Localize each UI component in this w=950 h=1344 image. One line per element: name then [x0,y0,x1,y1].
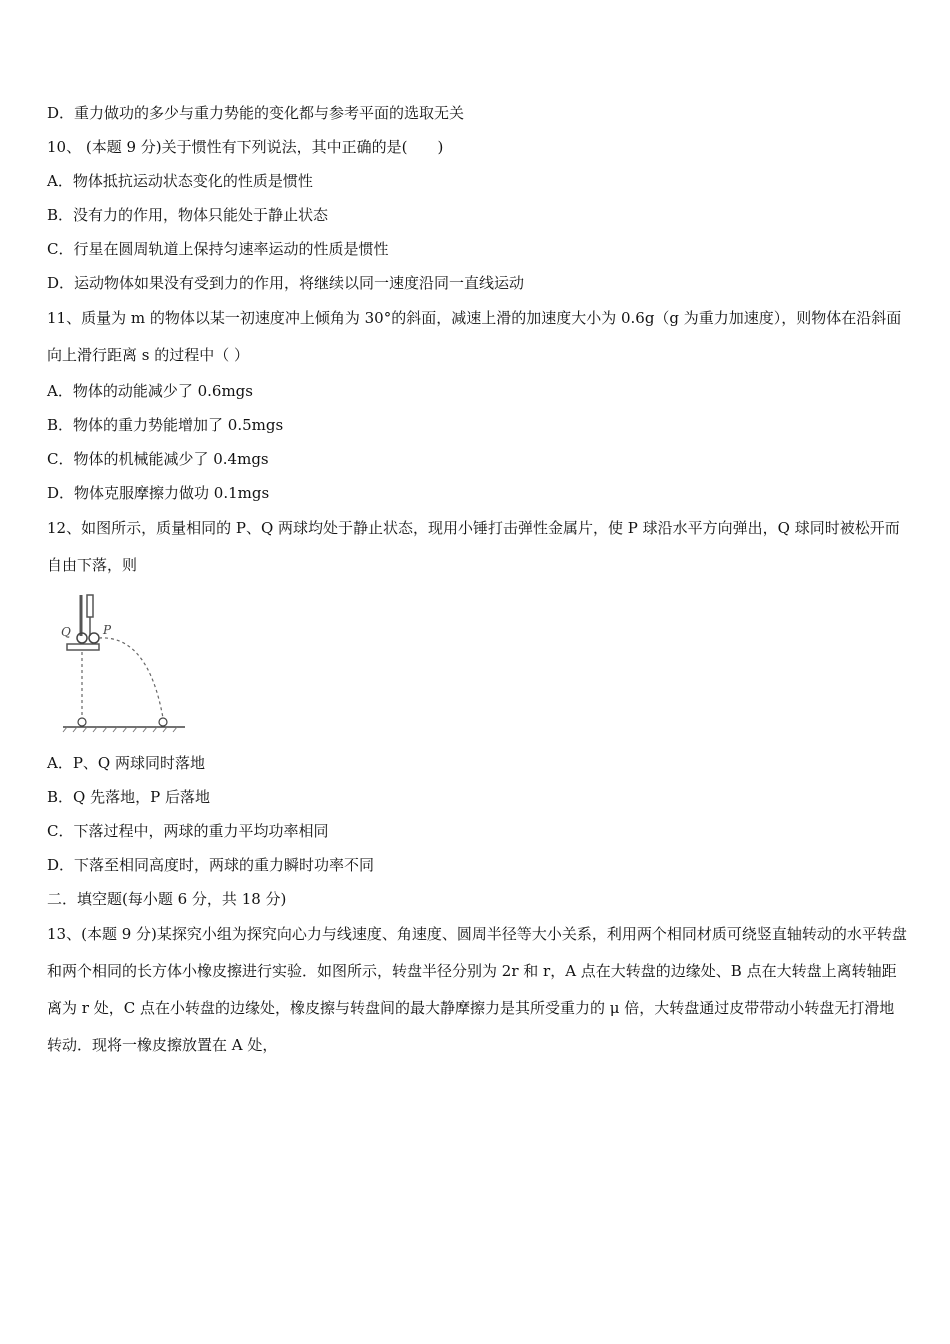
label-q: Q [61,625,71,639]
hammer-head [87,595,93,617]
q10-stem: 10、 (本题 9 分)关于惯性有下列说法，其中正确的是( ) [47,138,444,156]
ball-p [89,633,99,643]
q10-option-a: A．物体抵抗运动状态变化的性质是惯性 [47,172,313,190]
q13-stem: 13、(本题 9 分)某探究小组为探究向心力与线速度、角速度、圆周半径等大小关系，利用两个相同材质可绕竖直轴转动的水平转盘和两个相同的长方体小橡皮擦进行实验．如图所示，转盘半径分别为 2r 和 r，A 点在大转盘的边缘处、B 点在大转盘上离转轴距离为 r 处，C 点在小转盘的边缘处，橡皮擦与转盘间的最大静摩擦力是其所受重力的 μ 倍，大转盘通过皮带带动小转盘无打滑地转动．现将一橡皮擦放置在 A 处， [47,925,907,1054]
q12-stem: 12、如图所示，质量相同的 P、Q 两球均处于静止状态，现用小锤打击弹性金属片，使 P 球沿水平方向弹出，Q 球同时被松开而自由下落，则 [47,519,900,574]
q12-option-c: C．下落过程中，两球的重力平均功率相同 [47,822,329,840]
q10-option-c: C．行星在圆周轨道上保持匀速率运动的性质是惯性 [47,240,389,258]
label-p: P [103,623,112,637]
apparatus-diagram [53,590,193,740]
p-trajectory [99,638,163,718]
p-landing-ball [159,718,167,726]
q11-option-a: A．物体的动能减少了 0.6mgs [47,382,253,400]
q11-option-b: B．物体的重力势能增加了 0.5mgs [47,416,284,434]
projectile-apparatus-figure [53,590,193,740]
section-2-heading: 二．填空题(每小题 6 分，共 18 分) [47,890,287,908]
q10-option-b: B．没有力的作用，物体只能处于静止状态 [47,206,329,224]
q12-option-d: D．下落至相同高度时，两球的重力瞬时功率不同 [47,856,375,874]
q12-option-a: A．P、Q 两球同时落地 [47,754,205,772]
q11-option-c: C．物体的机械能减少了 0.4mgs [47,450,269,468]
document-page [47,96,909,1064]
q10-option-d: D．运动物体如果没有受到力的作用，将继续以同一速度沿同一直线运动 [47,274,525,292]
q9-option-d: D．重力做功的多少与重力势能的变化都与参考平面的选取无关 [47,104,465,122]
q12-option-b: B．Q 先落地，P 后落地 [47,788,210,806]
q11-stem: 11、质量为 m 的物体以某一初速度冲上倾角为 30°的斜面，减速上滑的加速度大小为 0.6g（g 为重力加速度），则物体在沿斜面向上滑行距离 s 的过程中（ ） [47,309,902,364]
q-landing-ball [78,718,86,726]
q11-option-d: D．物体克服摩擦力做功 0.1mgs [47,484,270,502]
apparatus-base [67,644,99,650]
